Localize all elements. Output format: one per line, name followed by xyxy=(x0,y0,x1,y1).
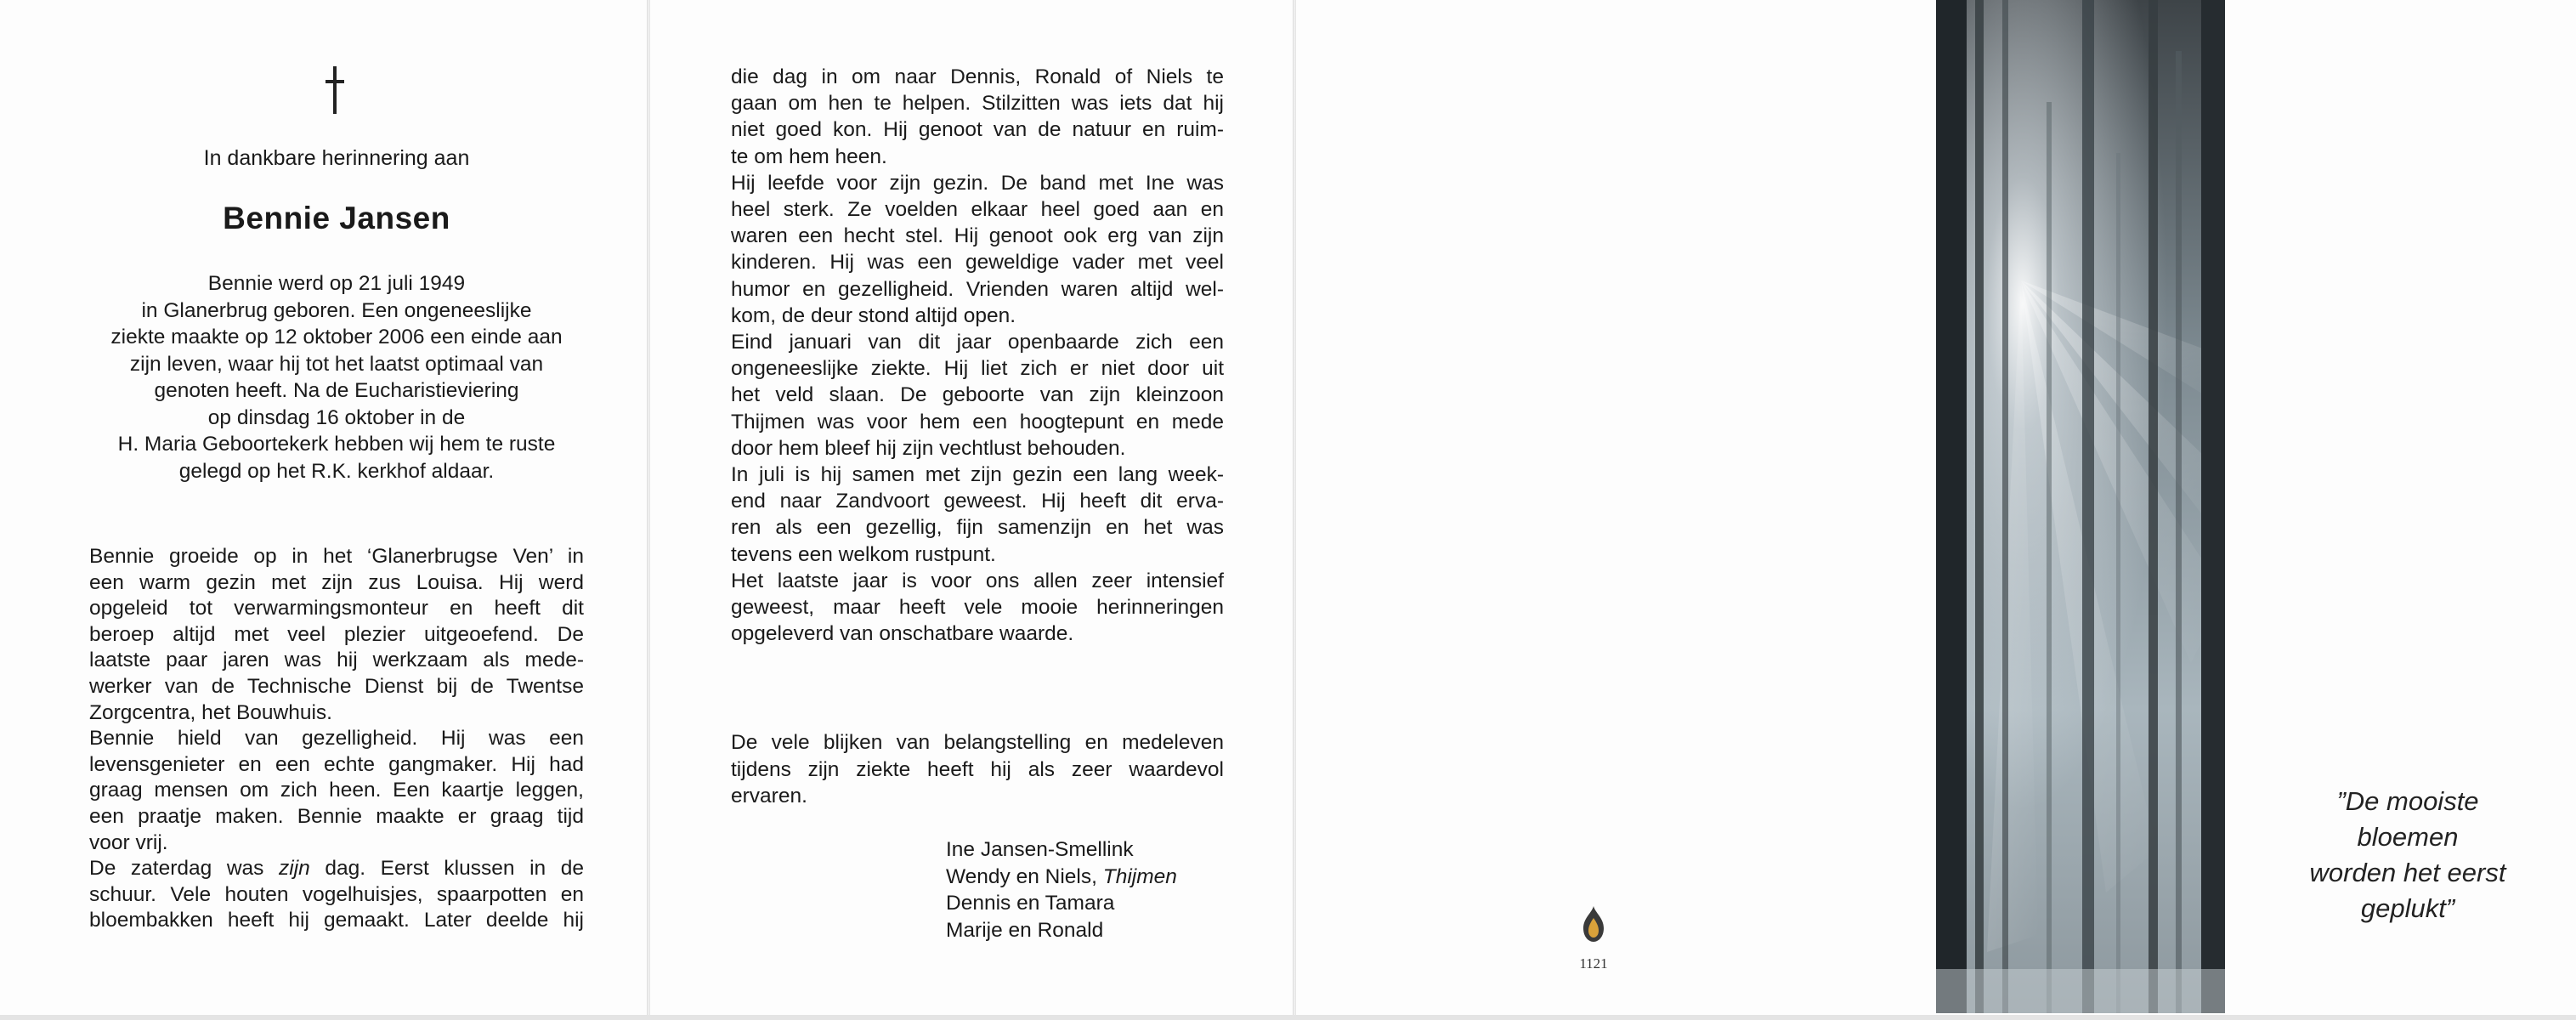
text-line xyxy=(89,726,584,752)
closing-paragraph xyxy=(731,729,1224,810)
text-line: Bennie werd op 21 juli 1949 xyxy=(207,272,466,295)
text-line xyxy=(731,223,1224,249)
line-text: Bennie hield van gezelligheid. Hij was een xyxy=(89,727,584,751)
line-text: een praatje maken. Bennie maakte er graag tijd xyxy=(89,804,584,828)
line-text: Eind januari van dit jaar openbaarde zich een xyxy=(731,331,1224,354)
line-italic-text: zijn xyxy=(279,857,310,881)
text-line: in Glanerbrug geboren. Een ongeneeslijke xyxy=(141,298,532,322)
text-line: zijn leven, waar hij tot het laatst optimaal van xyxy=(129,352,544,376)
line-text: laatste paar jaren was hij werkzaam als mede- xyxy=(89,649,584,672)
text-line xyxy=(731,729,1224,756)
bio-paragraph xyxy=(85,270,588,484)
text-line xyxy=(731,568,1224,594)
cover-quote xyxy=(2250,784,2565,926)
text-line: ”De mooiste xyxy=(2336,786,2479,816)
page-edge xyxy=(650,1015,1296,1020)
text-line xyxy=(89,570,584,597)
text-line xyxy=(89,752,584,779)
line-text: heel sterk. Ze voelden elkaar heel goed aan en xyxy=(731,198,1224,222)
text-line: worden het eerst xyxy=(2309,858,2506,887)
page-edge xyxy=(0,1015,650,1020)
print-number: 1121 xyxy=(1579,955,1608,972)
text-line xyxy=(89,778,584,804)
text-line xyxy=(731,276,1224,303)
line-text: Zorgcentra, het Bouwhuis. xyxy=(89,700,332,724)
line-text: waren een hecht stel. Hij genoot ook erg van zijn xyxy=(731,224,1224,248)
text-line xyxy=(89,596,584,622)
text-line xyxy=(731,620,1224,647)
text-line xyxy=(731,329,1224,355)
line-text: opgeleid tot verwarmingsmonteur en heeft dit xyxy=(89,597,584,620)
line-text: De zaterdag was xyxy=(89,857,264,881)
text-line xyxy=(731,594,1224,620)
text-line xyxy=(731,435,1224,462)
page-edge xyxy=(1936,1015,2576,1020)
text-line xyxy=(731,90,1224,116)
line-text: geweest, maar heeft vele mooie herinneringen xyxy=(731,596,1224,620)
text-line xyxy=(731,249,1224,275)
line-text: gaan om hen te helpen. Stilzitten was iets dat hij xyxy=(731,92,1224,116)
line-text: humor en gezelligheid. Vrienden waren altijd wel- xyxy=(731,277,1224,301)
cross-icon xyxy=(323,66,347,114)
story-left xyxy=(89,544,584,934)
line-text: kom, de deur stond altijd open. xyxy=(731,303,1016,327)
line-text: ervaren. xyxy=(731,785,807,808)
back-cover-panel xyxy=(1296,0,1936,1020)
line-text: het veld slaan. De geboorte van zijn kleinzoon xyxy=(731,383,1224,407)
text-line xyxy=(89,648,584,674)
text-line xyxy=(731,64,1224,90)
text-line xyxy=(946,917,1177,944)
text-line: H. Maria Geboortekerk hebben wij hem te ruste xyxy=(117,433,556,456)
line-text: voor vrij. xyxy=(89,830,168,854)
text-line xyxy=(731,355,1224,382)
text-line xyxy=(731,382,1224,408)
text-line xyxy=(89,804,584,830)
line-text: werker van de Technische Dienst bij de Twentse xyxy=(89,674,584,698)
line-text: een warm gezin met zijn zus Louisa. Hij werd xyxy=(89,570,584,594)
line-text: In juli is hij samen met zijn gezin een lang week- xyxy=(731,463,1224,487)
text-line xyxy=(946,836,1177,864)
line-text: tijdens zijn ziekte heeft hij als zeer waardevol xyxy=(731,757,1224,781)
line-text: Wendy en Niels, xyxy=(946,864,1097,888)
text-line xyxy=(731,196,1224,223)
line-text: Bennie groeide op in het ‘Glanerbrugse Ven’ in xyxy=(89,545,584,568)
line-text: Thijmen was voor hem een hoogtepunt en mede xyxy=(731,410,1224,434)
line-text: opgeleverd van onschatbare waarde. xyxy=(731,622,1074,646)
line-text: end naar Zandvoort geweest. Hij heeft dit erva- xyxy=(731,490,1224,513)
line-text: Het laatste jaar is voor ons allen zeer intensief xyxy=(731,569,1224,592)
text-line xyxy=(731,409,1224,435)
text-line xyxy=(731,514,1224,541)
page-edge xyxy=(1296,1015,1936,1020)
text-line xyxy=(89,700,584,727)
text-line xyxy=(946,864,1177,891)
text-line xyxy=(89,856,584,882)
printer-logo-icon xyxy=(1578,904,1609,945)
line-text: bloembakken heeft hij gemaakt. Later deelde hij xyxy=(89,909,584,932)
deceased-name: Bennie Jansen xyxy=(223,201,450,235)
card-right-panel xyxy=(650,0,1296,1020)
line-text: die dag in om naar Dennis, Ronald of Niels te xyxy=(731,65,1224,88)
line-text: door hem bleef hij zijn vechtlust behouden. xyxy=(731,436,1126,460)
line-text: levensgenieter en een echte gangmaker. Hij had xyxy=(89,752,584,776)
text-line: op dinsdag 16 oktober in de xyxy=(207,405,466,429)
line-text: Hij leefde voor zijn gezin. De band met Ine was xyxy=(731,171,1224,195)
line-text: Marije en Ronald xyxy=(946,918,1104,942)
line-text: Dennis en Tamara xyxy=(946,892,1115,915)
forest-light-photo xyxy=(1936,0,2225,1013)
text-line: geplukt” xyxy=(2360,893,2455,923)
intro-text: In dankbare herinnering aan xyxy=(203,146,470,170)
line-text: tevens een welkom rustpunt. xyxy=(731,542,996,566)
text-line xyxy=(731,488,1224,514)
text-line: ziekte maakte op 12 oktober 2006 een einde aan xyxy=(110,326,563,348)
line-text: te om hem heen. xyxy=(731,144,887,168)
text-line: bloemen xyxy=(2357,822,2459,852)
text-line xyxy=(731,541,1224,568)
line-text: Ine Jansen-Smellink xyxy=(946,838,1134,861)
line-text: ren als een gezellig, fijn samenzijn en het was xyxy=(731,516,1224,540)
text-line: gelegd op het R.K. kerkhof aldaar. xyxy=(178,459,495,483)
text-line xyxy=(89,544,584,570)
line-text: beroep altijd met veel plezier uitgeoefend. De xyxy=(89,622,584,646)
text-line xyxy=(731,170,1224,196)
line-text: kinderen. Hij was een geweldige vader met veel xyxy=(731,251,1224,275)
line-text: niet goed kon. Hij genoot van de natuur en ruim- xyxy=(731,118,1224,142)
front-cover-panel xyxy=(1936,0,2576,1020)
text-line xyxy=(89,830,584,857)
signers-list xyxy=(946,836,1177,944)
text-line: genoten heeft. Na de Eucharistieviering xyxy=(154,379,519,402)
story-right xyxy=(731,64,1224,647)
line-text: De vele blijken van belangstelling en medeleven xyxy=(731,731,1224,754)
card-left-panel xyxy=(0,0,650,1020)
line-rest-text: dag. Eerst klussen in de xyxy=(325,857,584,881)
line-text: ongeneeslijke ziekte. Hij liet zich er niet door uit xyxy=(731,357,1224,381)
text-line xyxy=(731,303,1224,329)
line-italic-text: Thijmen xyxy=(1102,864,1177,888)
text-line xyxy=(89,674,584,700)
text-line xyxy=(731,116,1224,143)
text-line xyxy=(731,144,1224,170)
text-line xyxy=(89,622,584,649)
text-line xyxy=(946,890,1177,917)
line-text: graag mensen om zich heen. Een kaartje leggen, xyxy=(89,779,584,802)
text-line xyxy=(731,462,1224,488)
text-line xyxy=(89,882,584,909)
text-line xyxy=(731,783,1224,810)
text-line xyxy=(89,908,584,934)
text-line xyxy=(731,756,1224,784)
line-text: schuur. Vele houten vogelhuisjes, spaarpotten en xyxy=(89,882,584,906)
